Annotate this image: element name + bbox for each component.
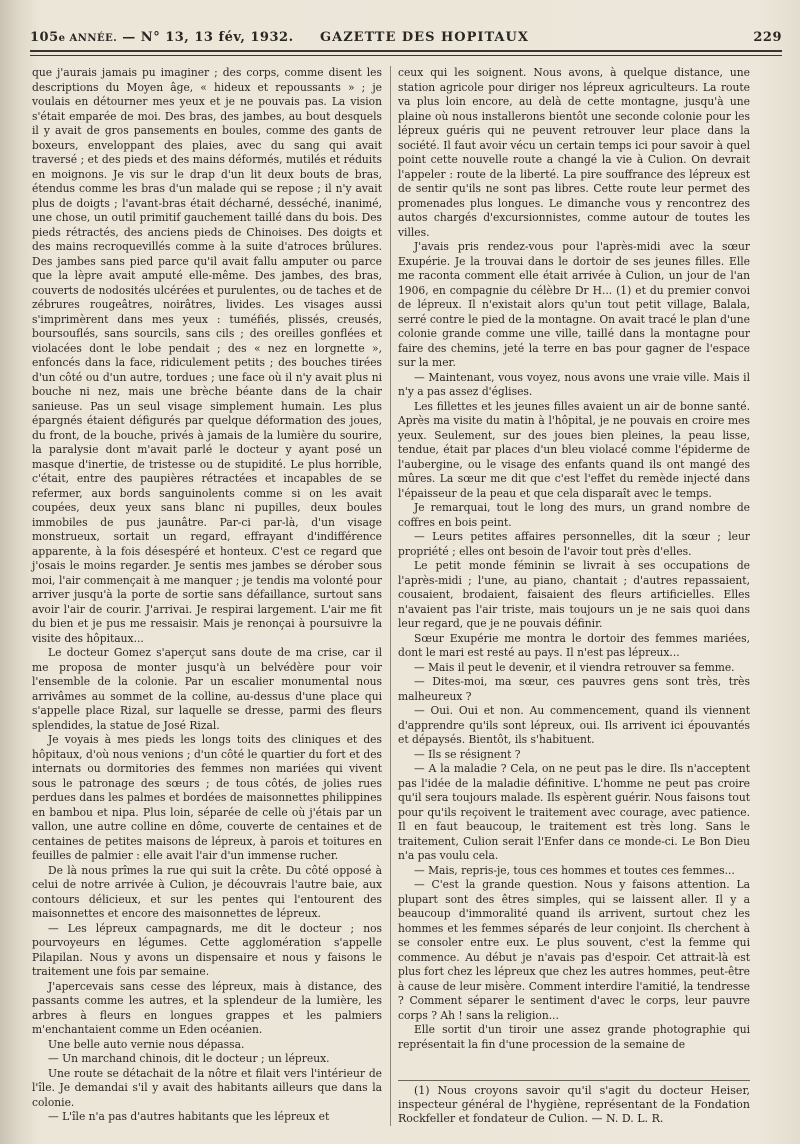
publication-title: GAZETTE DES HOPITAUX bbox=[320, 30, 529, 45]
paragraph: Le petit monde féminin se livrait à ses occupations de l'après-midi ; l'une, au piano, chantait ; d'autres repassaient, cousaient, brodaient, faisaient des fleurs artificielles. Elles n'avaient pas l'air triste, mais toujours un je ne sais quoi dans leur regard, que je ne pouvais définir. bbox=[398, 559, 750, 630]
header-rule-thick bbox=[30, 50, 782, 52]
paragraph: — Dites-moi, ma sœur, ces pauvres gens sont très, très malheureux ? bbox=[398, 675, 750, 703]
header-issue-info bbox=[30, 30, 294, 45]
paragraph: Une route se détachait de la nôtre et filait vers l'intérieur de l'île. Je demandai s'il y avait des habitants ailleurs que dans la colonie. bbox=[32, 1066, 382, 1109]
paragraph: Une belle auto vernie nous dépassa. bbox=[48, 1037, 245, 1051]
paragraph: J'apercevais sans cesse des lépreux, mais à distance, des passants comme les autres, et la splendeur de la lumière, les arbres à fleurs en longues grappes et les palmiers m'enchantaient comme un Eden océanien. bbox=[32, 979, 382, 1036]
header-rule-thin bbox=[30, 55, 782, 56]
header-issue: — N° 13, 13 fév, 1932. bbox=[122, 30, 294, 45]
paragraph: Je remarquai, tout le long des murs, un grand nombre de coffres en bois peint. bbox=[398, 501, 750, 529]
paragraph: — L'île n'a pas d'autres habitants que les lépreux et bbox=[48, 1110, 330, 1123]
footnote-rule bbox=[398, 1080, 750, 1081]
paragraph: — Leurs petites affaires personnelles, dit la sœur ; leur propriété ; elles ont besoin de l'avoir tout près d'elles. bbox=[398, 530, 750, 558]
paragraph: ceux qui les soignent. Nous avons, à quelque distance, une station agricole pour diriger nos lépreux agriculteurs. La route va plus loin encore, au delà de cette montagne, jusqu'à une plaine où nous installerons bientôt une seconde colonie pour les lépreux guéris qui ne peuvent retrouver leur place dans la société. Il faut avoir vécu un certain temps ici pour savoir à quel point cette nouvelle route a changé la vie à Culion. On devrait l'appeler : route de la liberté. La pire souffrance des lépreux est de sentir qu'ils ne sont pas libres. Cette route leur permet des promenades plus longues. Le dimanche vous y rencontrez des autos chargés d'excursionnistes, comme autour de toutes les villes. bbox=[398, 66, 750, 239]
paragraph: Sœur Exupérie me montra le dortoir des femmes mariées, dont le mari est resté au pays. Il n'est pas lépreux... bbox=[398, 631, 750, 659]
paragraph: — Mais, repris-je, tous ces hommes et toutes ces femmes... bbox=[414, 863, 735, 877]
paragraph: Les fillettes et les jeunes filles avaient un air de bonne santé. Après ma visite du matin à l'hôpital, je ne pouvais en croire mes yeux. Seulement, sur des joues bien pleines, la peau lisse, tendue, était par places d'un bleu violacé comme l'épiderme de l'aubergine, ou le visage des enfants quand ils ont mangé des mûres. La sœur me dit que c'est l'effet du remède injecté dans l'épaisseur de la peau et que cela disparaît avec le temps. bbox=[398, 399, 750, 500]
paragraph: Je voyais à mes pieds les longs toits des cliniques et des hôpitaux, d'où nous venions ; d'un côté le quartier du fort et des internats ou dormitories des femmes non mariées qui vivent sous le patronage des sœurs ; de tous côtés, de jolies rues perdues dans les palmes et bordées de maisonnettes philippines en bambou et nipa. Plus loin, séparée de celle où j'étais par un vallon, une autre colline en dôme, couverte de centaines et de centaines de petites maisons de lépreux, à parois et toitures en feuilles de palmier : elle avait l'air d'un immense rucher. bbox=[32, 733, 382, 862]
paragraph: — Ils se résignent ? bbox=[414, 747, 521, 761]
paragraph: — Maintenant, vous voyez, nous avons une vraie ville. Mais il n'y a pas assez d'églises. bbox=[398, 370, 750, 398]
paragraph: — Mais il peut le devenir, et il viendra retrouver sa femme. bbox=[414, 660, 735, 674]
page-number: 229 bbox=[753, 30, 782, 45]
paragraph: que j'aurais jamais pu imaginer ; des corps, comme disent les descriptions du Moyen âge, « hideux et repoussants » ; je voulais en détourner mes yeux et je ne pouvais pas. La vision s'était emparée de moi. Des bras, des jambes, au bout desquels il y avait de gros pansements en boules, comme des gants de boxeurs, enveloppant des plaies, avec du sang qui avait traversé ; et des pieds et des mains déformés, mutilés et réduits en moignons. Je vis sur le drap d'un lit deux bouts de bras, étendus comme les bras d'un malade qui se repose ; il n'y avait plus de doigts ; l'avant-bras était décharné, desséché, inanimé, une chose, un outil primitif gauchement taillé dans du bois. Des pieds rétractés, des anciens pieds de Chinoises. Des doigts et des mains recroquevillés comme à la suite d'atroces brûlures. Des jambes sans pied parce qu'il avait fallu amputer ou parce que la lèpre avait amputé elle-même. Des jambes, des bras, couverts de nodosités ulcérées et purulentes, ou de taches et de zébrures rougeâtres, noirâtres, livides. Les visages aussi s'imprimèrent dans mes yeux : tuméfiés, plissés, creusés, boursouflés, sans sourcils, sans cils ; des oreilles gonflées et violacées dont le lobe pendait ; des « nez en lorgnette », enfoncés dans la face, ridiculement petits ; des bouches tirées d'un côté ou d'un autre, tordues ; une face où il n'y avait plus ni bouche ni nez, mais une brèche béante dans de la chair sanieuse. Pas un seul visage simplement humain. Les plus épargnés étaient défigurés par quelque déformation des joues, du front, de la bouche, privés à jamais de la lumière du sourire, la paralysie dont m'avait parlé le docteur y ayant posé un masque d'inertie, de tristesse ou de stupidité. Le plus horrible, c'était, entre des paupières rétractées et incapables de se refermer, aux bords sanguinolents comme si on les avait coupées, deux yeux sans blanc ni pupilles, deux boules immobiles de pus jaunâtre. Par-ci par-là, d'un visage monstrueux, sortait un regard, effrayant d'indifférence apparente, à la fois désespéré et honteux. C'est ce regard que j'osais le moins regarder. Je sentis mes jambes se dérober sous moi, l'air commençait à me manquer ; je tendis ma volonté pour arriver jusqu'à la porte de sortie sans défaillance, surtout sans avoir l'air de courir. J'arrivai. Je respirai largement. L'air me fit du bien et je pus me ressaisir. Mais je renonçai à poursuivre la visite des hôpitaux... bbox=[32, 66, 382, 645]
footnote-text: (1) Nous croyons savoir qu'il s'agit du docteur Heiser, inspecteur général de l'hygiène, représentant de la Fondation Rockfeller et fondateur de Culion. — N. D. L. R. bbox=[398, 1084, 750, 1125]
header-year-number: 105 bbox=[30, 30, 59, 45]
paragraph: De là nous prîmes la rue qui suit la crête. Du côté opposé à celui de notre arrivée à Culion, je découvrais l'autre baie, aux contours délicieux, et sur les pentes qui l'entourent des maisonnettes et encore des maisonnettes de lépreux. bbox=[32, 863, 382, 920]
paragraph: Elle sortit d'un tiroir une assez grande photographie qui représentait la fin d'une procession de la semaine de bbox=[398, 1023, 750, 1051]
paragraph: — Oui. Oui et non. Au commencement, quand ils viennent d'apprendre qu'ils sont lépreux, oui. Ils arrivent ici épouvantés et dépaysés. Bientôt, ils s'habituent. bbox=[398, 704, 750, 746]
paragraph: — A la maladie ? Cela, on ne peut pas le dire. Ils n'acceptent pas l'idée de la maladie définitive. L'homme ne peut pas croire qu'il sera toujours malade. Ils espèrent guérir. Nous faisons tout pour qu'ils reçoivent le traitement avec courage, avec patience. Il en faut beaucoup, le traitement est très long. Sans le traitement, Culion serait l'Enfer dans ce monde-ci. Le Bon Dieu n'a pas voulu cela. bbox=[398, 762, 750, 862]
column-divider bbox=[390, 66, 391, 1126]
paragraph: — Un marchand chinois, dit le docteur ; un lépreux. bbox=[48, 1052, 330, 1065]
paragraph: — C'est la grande question. Nous y faisons attention. La plupart sont des êtres simples, qui se laissent aller. Il y a beaucoup d'immoralité quand ils arrivent, surtout chez les hommes et les femmes séparés de leur conjoint. Ils cherchent à se consoler entre eux. Le plus souvent, c'est la femme qui commence. Au début je n'avais pas d'espoir. Cet attrait-là est plus fort chez les lépreux que chez les autres hommes, peut-être à cause de leur misère. Comment interdire l'amitié, la tendresse ? Comment séparer le sentiment d'avec le corps, leur pauvre corps ? Ah ! sans la religion... bbox=[398, 878, 750, 1022]
right-column bbox=[398, 66, 750, 1052]
header-year-suffix: e ANNÉE. bbox=[58, 33, 118, 44]
paragraph: J'avais pris rendez-vous pour l'après-midi avec la sœur Exupérie. Je la trouvai dans le dortoir de ses jeunes filles. Elle me raconta comment elle était arrivée à Culion, un jour de l'an 1906, en compagnie du célèbre Dr H... (1) et du premier convoi de lépreux. Il n'existait alors qu'un tout petit village, Balala, serré contre le pied de la montagne. On avait tracé le plan d'une colonie grande comme une ville, taillé dans la montagne pour faire des chemins, jeté la terre en bas pour gagner de l'espace sur la mer. bbox=[398, 240, 750, 369]
left-column bbox=[32, 66, 382, 1125]
page-header bbox=[30, 30, 782, 48]
paragraph: — Les lépreux campagnards, me dit le docteur ; nos pourvoyeurs en légumes. Cette agglomération s'appelle Pilapilan. Nous y avons un dispensaire et nous y faisons le traitement une fois par semaine. bbox=[32, 921, 382, 978]
footnote bbox=[398, 1084, 750, 1126]
paragraph: Le docteur Gomez s'aperçut sans doute de ma crise, car il me proposa de monter jusqu'à un belvédère pour voir l'ensemble de la colonie. Par un escalier monumental nous arrivâmes au sommet de la colline, au-dessus d'une place qui s'appelle place Rizal, sur laquelle se dresse, parmi des fleurs splendides, la statue de José Rizal. bbox=[32, 646, 382, 732]
